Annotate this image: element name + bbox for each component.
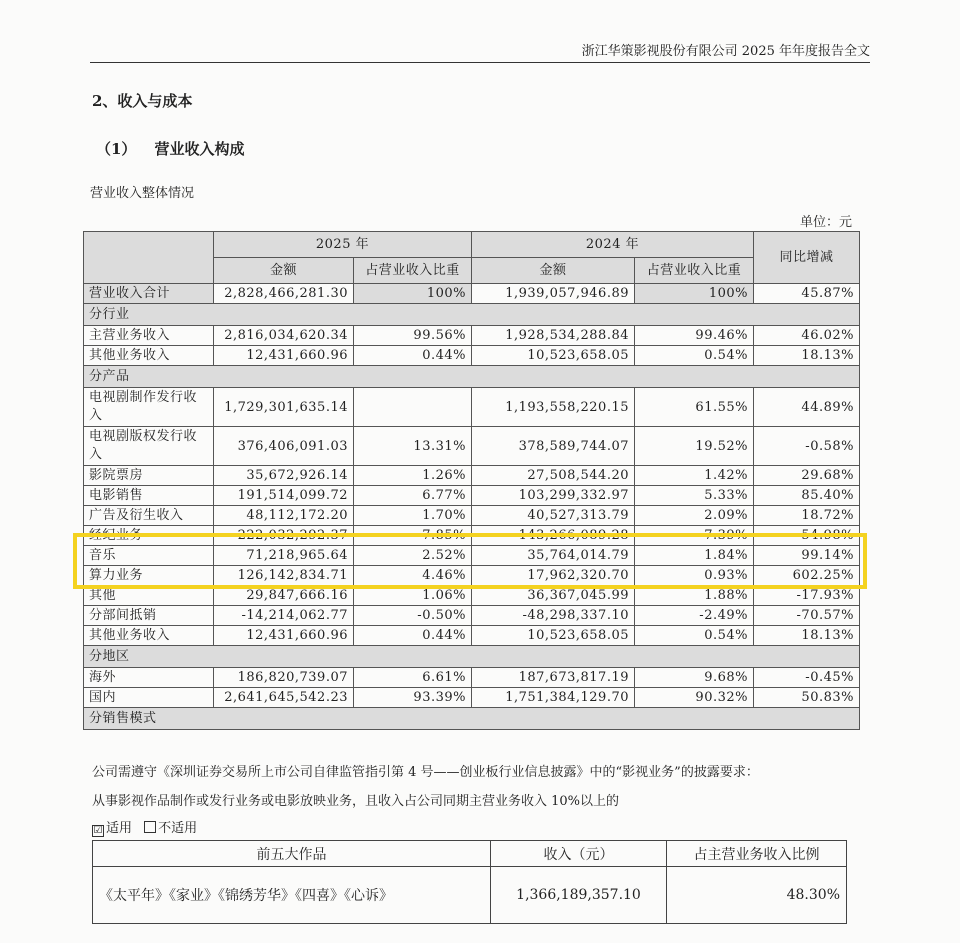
- table-row: [84, 388, 860, 427]
- section-row-region: [84, 646, 860, 668]
- ratio-2024: 1.88%: [635, 586, 754, 606]
- amount-2024: 10,523,658.05: [472, 346, 635, 366]
- yoy-change: 18.13%: [754, 626, 860, 646]
- row-label: 算力业务: [84, 566, 214, 586]
- table-row: [84, 688, 860, 708]
- yoy-change: 50.83%: [754, 688, 860, 708]
- header-yoy: 同比增减: [754, 232, 860, 284]
- amount-2025: 71,218,965.64: [214, 546, 354, 566]
- row-label: 其他业务收入: [84, 626, 214, 646]
- ratio-2024: 2.09%: [635, 506, 754, 526]
- amount-2024: -48,298,337.10: [472, 606, 635, 626]
- table-row-total: [84, 284, 860, 304]
- unchecked-box-icon: [144, 821, 156, 833]
- amount-2024: 17,962,320.70: [472, 566, 635, 586]
- row-label: 音乐: [84, 546, 214, 566]
- table-row: [84, 486, 860, 506]
- subsection-number: （1）: [96, 140, 137, 158]
- row-label: 国内: [84, 688, 214, 708]
- ratio-2025: 13.31%: [354, 427, 472, 466]
- amount-2025: 29,847,666.16: [214, 586, 354, 606]
- section-title: 2、收入与成本: [92, 92, 193, 110]
- top5-works: 《太平年》《家业》《锦绣芳华》《四喜》《心诉》: [93, 867, 491, 924]
- table-row: [84, 427, 860, 466]
- top5-revenue: 1,366,189,357.10: [491, 867, 667, 924]
- ratio-2025: [354, 388, 472, 427]
- row-label: 电视剧制作发行收入: [84, 388, 214, 427]
- disclosure-condition: 从事影视作品制作或发行业务或电影放映业务，且收入占公司同期主营业务收入 10%以上的: [92, 794, 620, 809]
- section-row-industry: [84, 304, 860, 326]
- ratio-2024: 7.39%: [635, 526, 754, 546]
- table-row: [84, 668, 860, 688]
- ratio-2025: 93.39%: [354, 688, 472, 708]
- amount-2024: 36,367,045.99: [472, 586, 635, 606]
- ratio-2024: 100%: [635, 284, 754, 304]
- row-label: 影院票房: [84, 466, 214, 486]
- top5-ratio: 48.30%: [667, 867, 847, 924]
- row-label: 主营业务收入: [84, 326, 214, 346]
- ratio-2025: 0.44%: [354, 626, 472, 646]
- not-applicable-label: 不适用: [158, 821, 198, 836]
- table-row: [84, 546, 860, 566]
- row-label: 营业收入合计: [84, 284, 214, 304]
- applicable-label: 适用: [106, 821, 133, 836]
- table-header-row: [84, 232, 860, 258]
- ratio-2025: 6.77%: [354, 486, 472, 506]
- ratio-2024: 99.46%: [635, 326, 754, 346]
- ratio-2024: 1.84%: [635, 546, 754, 566]
- top5-header-revenue: 收入（元）: [491, 841, 667, 867]
- table-row: [84, 626, 860, 646]
- amount-2024: 40,527,313.79: [472, 506, 635, 526]
- amount-2025: 12,431,660.96: [214, 346, 354, 366]
- amount-2024: 27,508,544.20: [472, 466, 635, 486]
- amount-2025: 2,828,466,281.30: [214, 284, 354, 304]
- amount-2024: 1,193,558,220.15: [472, 388, 635, 427]
- header-blank-cell: [84, 232, 214, 284]
- amount-2024: 10,523,658.05: [472, 626, 635, 646]
- row-label: 广告及衍生收入: [84, 506, 214, 526]
- ratio-2024: 5.33%: [635, 486, 754, 506]
- yoy-change: 29.68%: [754, 466, 860, 486]
- table-row: [84, 466, 860, 486]
- table-row: [84, 586, 860, 606]
- amount-2025: 35,672,926.14: [214, 466, 354, 486]
- top5-data-row: [93, 867, 847, 924]
- row-label: 经纪业务: [84, 526, 214, 546]
- header-year-2024: 2024 年: [472, 232, 754, 258]
- ratio-2024: 19.52%: [635, 427, 754, 466]
- yoy-change: 85.40%: [754, 486, 860, 506]
- applicability-options: [92, 817, 197, 837]
- ratio-2024: 0.54%: [635, 346, 754, 366]
- header-amount-2024: 金额: [472, 258, 635, 284]
- ratio-2024: 0.93%: [635, 566, 754, 586]
- ratio-2024: -2.49%: [635, 606, 754, 626]
- yoy-change: -0.45%: [754, 668, 860, 688]
- table-row: [84, 606, 860, 626]
- amount-2024: 378,589,744.07: [472, 427, 635, 466]
- report-title: 浙江华策影视股份有限公司 2025 年年度报告全文: [581, 44, 870, 59]
- table-caption: 营业收入整体情况: [90, 186, 195, 201]
- yoy-change: 18.13%: [754, 346, 860, 366]
- table-row: [84, 506, 860, 526]
- amount-2024: 1,928,534,288.84: [472, 326, 635, 346]
- amount-2024: 35,764,014.79: [472, 546, 635, 566]
- yoy-change: -70.57%: [754, 606, 860, 626]
- header-ratio-2024: 占营业收入比重: [635, 258, 754, 284]
- yoy-change: -17.93%: [754, 586, 860, 606]
- row-label: 其他业务收入: [84, 346, 214, 366]
- top-five-works-table: [92, 840, 847, 924]
- ratio-2024: 0.54%: [635, 626, 754, 646]
- ratio-2024: 61.55%: [635, 388, 754, 427]
- table-row: [84, 566, 860, 586]
- top5-header-works: 前五大作品: [93, 841, 491, 867]
- ratio-2025: 1.06%: [354, 586, 472, 606]
- ratio-2025: 1.26%: [354, 466, 472, 486]
- table-row: [84, 526, 860, 546]
- ratio-2025: 2.52%: [354, 546, 472, 566]
- ratio-2025: 4.46%: [354, 566, 472, 586]
- row-label: 海外: [84, 668, 214, 688]
- subsection-label: 营业收入构成: [154, 140, 245, 158]
- amount-2025: -14,214,062.77: [214, 606, 354, 626]
- ratio-2025: 7.85%: [354, 526, 472, 546]
- ratio-2025: 6.61%: [354, 668, 472, 688]
- table-row: [84, 326, 860, 346]
- amount-2025: 126,142,834.71: [214, 566, 354, 586]
- amount-2024: 143,266,089.28: [472, 526, 635, 546]
- section-row-product: [84, 366, 860, 388]
- checked-box-icon: ☑: [93, 825, 103, 836]
- section-label: 分行业: [84, 304, 860, 326]
- top5-header-row: [93, 841, 847, 867]
- yoy-change: 18.72%: [754, 506, 860, 526]
- yoy-change: 44.89%: [754, 388, 860, 427]
- amount-2024: 1,751,384,129.70: [472, 688, 635, 708]
- yoy-change: 45.87%: [754, 284, 860, 304]
- ratio-2024: 90.32%: [635, 688, 754, 708]
- amount-2025: 48,112,172.20: [214, 506, 354, 526]
- table-row: [84, 346, 860, 366]
- ratio-2025: -0.50%: [354, 606, 472, 626]
- amount-2025: 2,641,645,542.23: [214, 688, 354, 708]
- yoy-change: 46.02%: [754, 326, 860, 346]
- unit-label: 单位：元: [799, 215, 852, 230]
- header-year-2025: 2025 年: [214, 232, 472, 258]
- section-row-sales-mode: [84, 708, 860, 730]
- yoy-change: 54.98%: [754, 526, 860, 546]
- row-label: 其他: [84, 586, 214, 606]
- header-amount-2025: 金额: [214, 258, 354, 284]
- row-label: 电视剧版权发行收入: [84, 427, 214, 466]
- top5-header-ratio: 占主营业务收入比例: [667, 841, 847, 867]
- yoy-change: 602.25%: [754, 566, 860, 586]
- section-label: 分产品: [84, 366, 860, 388]
- row-label: 电影销售: [84, 486, 214, 506]
- ratio-2025: 1.70%: [354, 506, 472, 526]
- page-header: [90, 38, 870, 63]
- row-label: 分部间抵销: [84, 606, 214, 626]
- ratio-2025: 99.56%: [354, 326, 472, 346]
- amount-2025: 2,816,034,620.34: [214, 326, 354, 346]
- disclosure-note: 公司需遵守《深圳证券交易所上市公司自律监管指引第 4 号——创业板行业信息披露》中的“影视业务”的披露要求：: [92, 765, 759, 780]
- amount-2025: 12,431,660.96: [214, 626, 354, 646]
- ratio-2025: 0.44%: [354, 346, 472, 366]
- amount-2024: 103,299,332.97: [472, 486, 635, 506]
- ratio-2025: 100%: [354, 284, 472, 304]
- header-ratio-2025: 占营业收入比重: [354, 258, 472, 284]
- ratio-2024: 1.42%: [635, 466, 754, 486]
- revenue-table: [83, 231, 860, 730]
- amount-2024: 187,673,817.19: [472, 668, 635, 688]
- amount-2025: 1,729,301,635.14: [214, 388, 354, 427]
- section-label: 分销售模式: [84, 708, 860, 730]
- amount-2025: 222,032,292.37: [214, 526, 354, 546]
- section-label: 分地区: [84, 646, 860, 668]
- amount-2025: 186,820,739.07: [214, 668, 354, 688]
- ratio-2024: 9.68%: [635, 668, 754, 688]
- amount-2025: 191,514,099.72: [214, 486, 354, 506]
- amount-2025: 376,406,091.03: [214, 427, 354, 466]
- yoy-change: -0.58%: [754, 427, 860, 466]
- subsection-title: [96, 138, 244, 159]
- amount-2024: 1,939,057,946.89: [472, 284, 635, 304]
- yoy-change: 99.14%: [754, 546, 860, 566]
